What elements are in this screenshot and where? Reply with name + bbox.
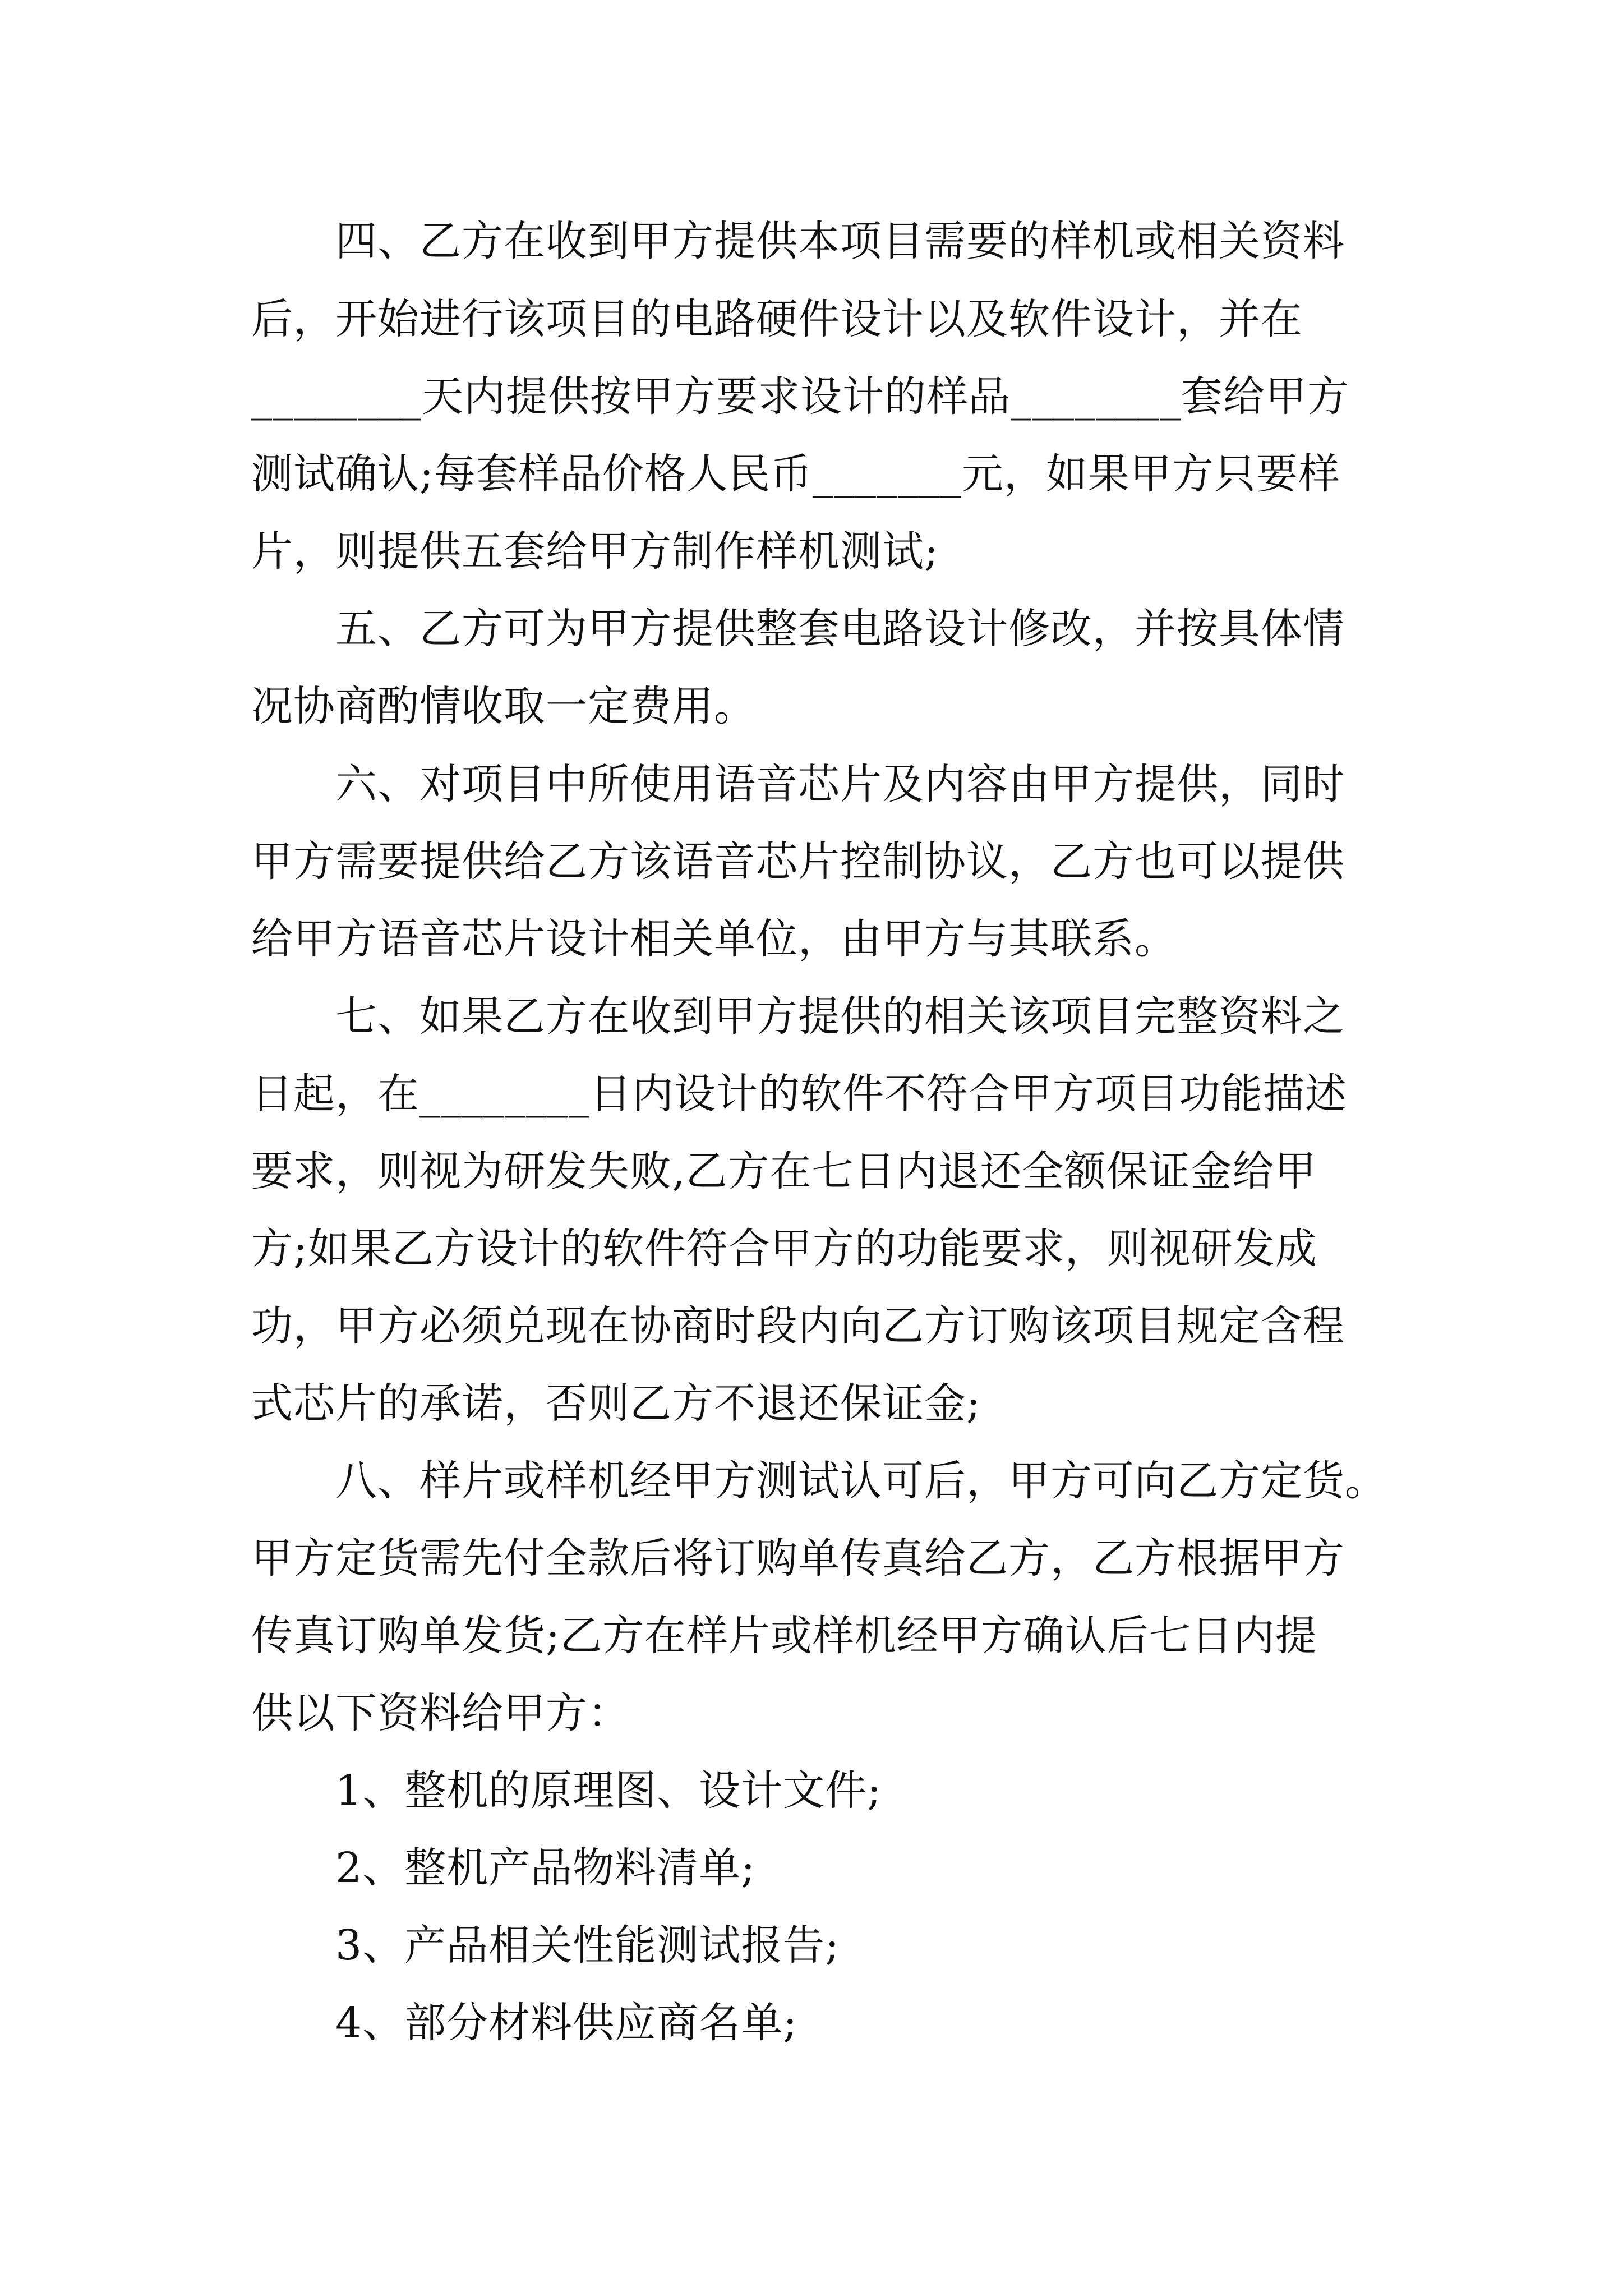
clause-7-line-5: 功，甲方必须兑现在协商时段内向乙方订购该项目规定含程 (251, 1302, 1345, 1350)
list-item-1: 1、整机的原理图、设计文件; (335, 1766, 882, 1815)
clause-8-line-2: 甲方定货需先付全款后将订购单传真给乙方，乙方根据甲方 (251, 1534, 1345, 1582)
clause-4-line-1: 四、乙方在收到甲方提供本项目需要的样机或相关资料 (335, 217, 1345, 265)
clause-5-line-1: 五、乙方可为甲方提供整套电路设计修改，并按具体情 (335, 605, 1345, 653)
clause-4-line-2: 后，开始进行该项目的电路硬件设计以及软件设计，并在 (251, 295, 1303, 343)
clause-4-line-5: 片，则提供五套给甲方制作样机测试; (251, 527, 939, 576)
list-item-2: 2、整机产品物料清单; (335, 1844, 756, 1892)
clause-8-line-1: 八、样片或样机经甲方测试认可后，甲方可向乙方定货。 (335, 1457, 1387, 1505)
clause-7-line-2: 日起，在________日内设计的软件不符合甲方项目功能描述 (251, 1070, 1347, 1118)
clause-6-line-1: 六、对项目中所使用语音芯片及内容由甲方提供，同时 (335, 760, 1345, 808)
clause-7-line-4: 方;如果乙方设计的软件符合甲方的功能要求，则视研发成 (251, 1225, 1317, 1273)
clause-6-line-2: 甲方需要提供给乙方该语音芯片控制协议，乙方也可以提供 (251, 838, 1345, 886)
clause-8-line-3: 传真订购单发货;乙方在样片或样机经甲方确认后七日内提 (251, 1612, 1317, 1660)
list-item-4: 4、部分材料供应商名单; (335, 1999, 798, 2047)
clause-7-line-6: 式芯片的承诺，否则乙方不退还保证金; (251, 1379, 981, 1428)
list-item-3: 3、产品相关性能测试报告; (335, 1921, 840, 1970)
clause-6-line-3: 给甲方语音芯片设计相关单位，由甲方与其联系。 (251, 915, 1177, 963)
clause-4-line-3: ________天内提供按甲方要求设计的样品________套给甲方 (251, 372, 1349, 421)
clause-4-line-4: 测试确认;每套样品价格人民币_______元，如果甲方只要样 (251, 450, 1340, 498)
clause-7-line-1: 七、如果乙方在收到甲方提供的相关该项目完整资料之 (335, 992, 1345, 1041)
clause-8-line-4: 供以下资料给甲方： (251, 1689, 630, 1737)
clause-7-line-3: 要求，则视为研发失败,乙方在七日内退还全额保证金给甲 (251, 1147, 1317, 1195)
clause-5-line-2: 况协商酌情收取一定费用。 (251, 682, 756, 730)
